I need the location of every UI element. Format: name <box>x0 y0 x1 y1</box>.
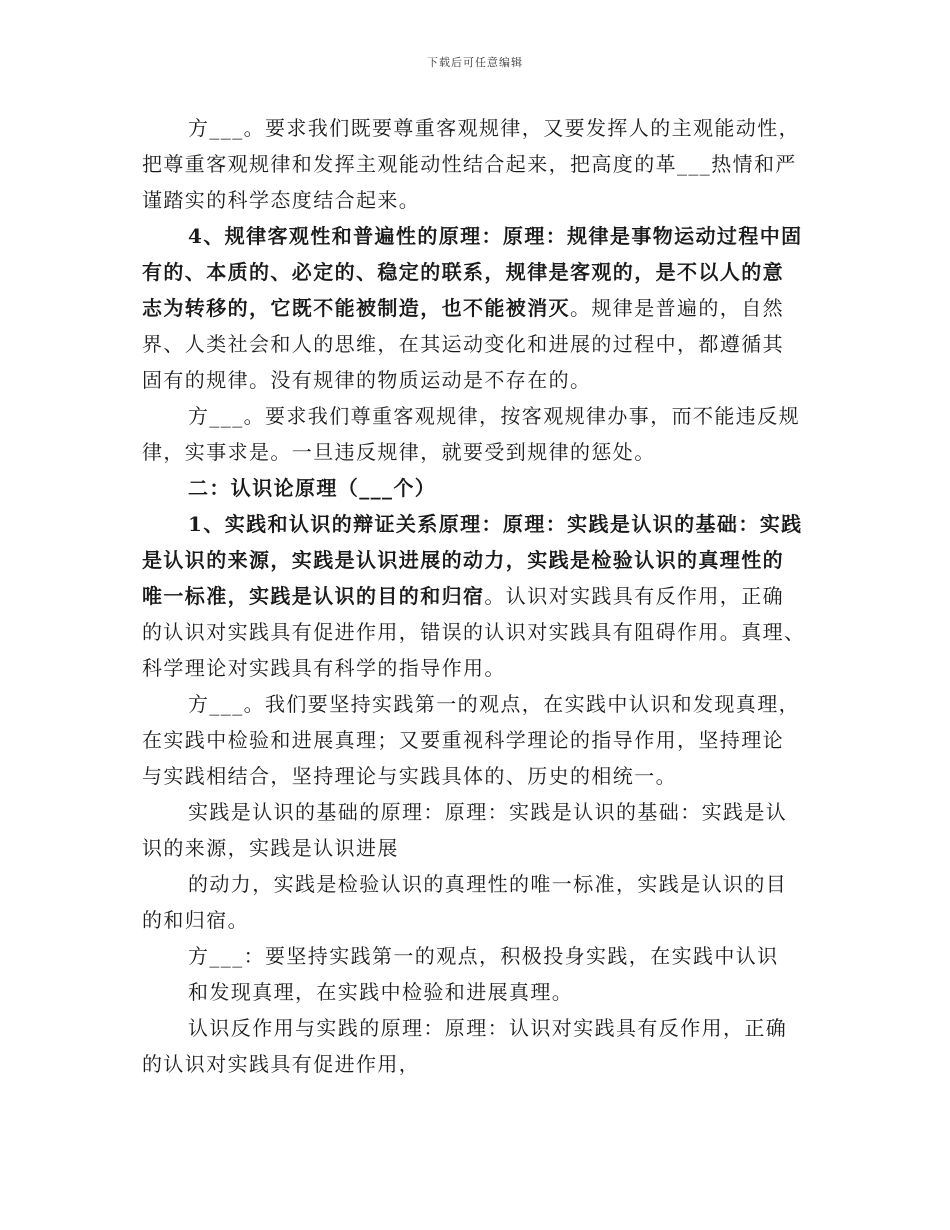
text-line: 谨踏实的科学态度结合起来。 <box>142 188 421 212</box>
text-line: 律，实事求是。一旦违反规律，就要受到规律的惩处。 <box>142 440 656 464</box>
bold-text-run: 1、实践和认识的辩证关系原理：原理：实践是认识的基础：实践 <box>188 512 803 536</box>
text-line: 方___：要坚持实践第一的观点，积极投身实践，在实践中认识 <box>188 944 779 968</box>
bold-text-run: 唯一标准，实践是认识的目的和归宿 <box>142 584 485 608</box>
document-body <box>142 110 812 1082</box>
text-line: 和发现真理，在实践中检验和进展真理。 <box>188 980 574 1004</box>
bold-text-run: 志为转移的，它既不能被制造，也不能被消灭 <box>142 296 570 320</box>
bold-text-run: 4、规律客观性和普遍性的原理：原理：规律是事物运动过程中固 <box>188 224 803 248</box>
text-line <box>142 506 812 542</box>
text-line: 方___。要求我们既要尊重客观规律，又要发挥人的主观能动性， <box>188 116 800 140</box>
bold-text-run: 有的、本质的、必定的、稳定的联系，规律是客观的，是不以人的意 <box>142 260 784 284</box>
text-line: 识的来源，实践是认识进展 <box>142 836 399 860</box>
text-line: 的认识对实践具有促进作用，错误的认识对实践具有阻碍作用。真理、 <box>142 620 806 644</box>
text-line: 科学理论对实践具有科学的指导作用。 <box>142 656 506 680</box>
text-line: 把尊重客观规律和发挥主观能动性结合起来，把高度的革___热情和严 <box>142 152 797 176</box>
text-line <box>142 254 812 290</box>
bold-text-run: 是认识的来源，实践是认识进展的动力，实践是检验认识的真理性的 <box>142 548 784 572</box>
text-line: 实践是认识的基础的原理：原理：实践是认识的基础：实践是认 <box>188 800 788 824</box>
text-line: 的和归宿。 <box>142 908 249 932</box>
text-line: 方___。要求我们尊重客观规律，按客观规律办事，而不能违反规 <box>188 404 800 428</box>
text-line: 与实践相结合，坚持理论与实践具体的、历史的相统一。 <box>142 764 677 788</box>
text-line: 在实践中检验和进展真理；又要重视科学理论的指导作用，坚持理论 <box>142 728 784 752</box>
page-header: 下载后可任意编辑 <box>427 56 523 69</box>
text-line: 认识反作用与实践的原理：原理：认识对实践具有反作用，正确 <box>188 1016 788 1040</box>
text-line <box>142 290 812 326</box>
text-line: 的认识对实践具有促进作用， <box>142 1052 421 1076</box>
text-line: 的动力，实践是检验认识的真理性的唯一标准，实践是认识的目 <box>188 872 788 896</box>
text-run: 。规律是普遍的，自然 <box>570 296 784 320</box>
text-line <box>142 542 812 578</box>
text-line <box>142 470 812 506</box>
text-run: 。认识对实践具有反作用，正确 <box>484 584 785 608</box>
text-line: 界、人类社会和人的思维，在其运动变化和进展的过程中，都遵循其 <box>142 332 784 356</box>
text-line: 方___。我们要坚持实践第一的观点，在实践中认识和发现真理， <box>188 692 800 716</box>
text-line <box>142 218 812 254</box>
bold-text-run: 二：认识论原理（___个） <box>188 476 437 500</box>
text-line: 固有的规律。没有规律的物质运动是不存在的。 <box>142 368 592 392</box>
text-line <box>142 578 812 614</box>
